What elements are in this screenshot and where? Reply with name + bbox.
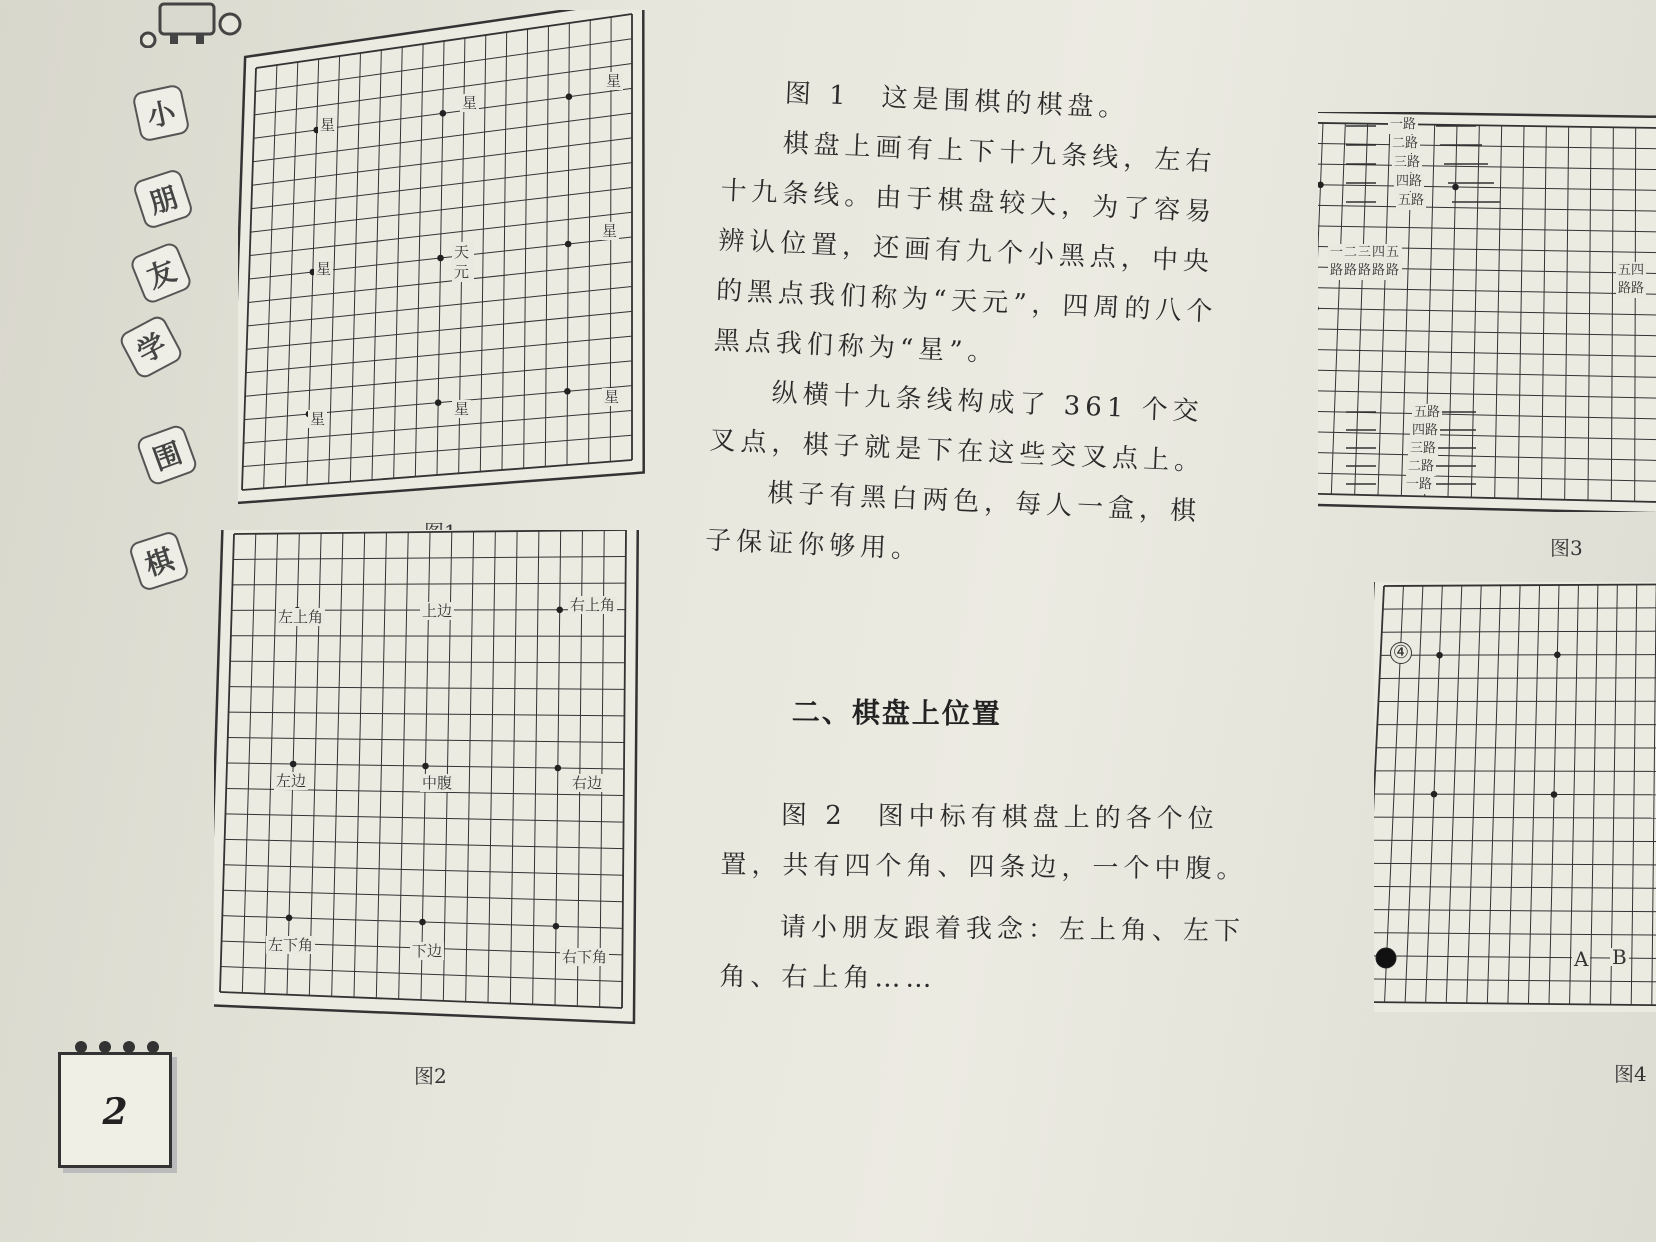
star-point <box>290 761 296 767</box>
position-label-bottom-edge: 下边 <box>412 942 443 960</box>
spine-char: 围 <box>135 423 199 487</box>
road-label: 一路 <box>1406 477 1433 492</box>
road-label: 四路 <box>1396 174 1423 189</box>
figure-caption: 图2 <box>414 1064 447 1088</box>
figure-caption: 图3 <box>1550 536 1583 560</box>
star-point <box>435 400 441 406</box>
grid-line-horizontal <box>1375 771 1656 772</box>
star-point <box>1437 652 1443 658</box>
star-point <box>1431 791 1437 797</box>
figure-caption: 图4 <box>1614 1062 1647 1086</box>
page-number-box <box>58 1052 172 1168</box>
star-point <box>557 607 563 613</box>
star-point <box>420 919 426 925</box>
spine-char: 友 <box>128 240 193 305</box>
position-label-top-right: 右上角 <box>570 596 616 614</box>
star-point-label: 星 <box>604 388 620 406</box>
road-label: 四路 <box>1412 423 1439 438</box>
spine-char: 棋 <box>127 529 190 592</box>
go-board-decoration-icon <box>140 0 250 48</box>
star-point-label: 星 <box>454 400 470 418</box>
road-label: 五路 <box>1414 405 1441 420</box>
star-point <box>440 111 446 117</box>
column-number-label: 一二三四五 <box>1330 245 1401 260</box>
white-stone-numbered: ④ <box>1390 642 1412 664</box>
star-point <box>1453 184 1459 190</box>
binder-rings <box>75 1041 155 1061</box>
star-point <box>286 915 292 921</box>
road-label: 三路 <box>1410 441 1437 456</box>
figure-3 <box>1318 112 1656 560</box>
road-label: 一路 <box>1390 117 1417 132</box>
star-point <box>423 763 429 769</box>
position-label-right-edge: 右边 <box>572 774 603 792</box>
marker-b: B <box>1612 945 1627 969</box>
star-point-label: 星 <box>602 222 618 240</box>
star-point <box>438 255 444 261</box>
go-board-road-lines <box>1318 112 1656 512</box>
right-partial-label: 五四 <box>1618 263 1645 278</box>
position-label-center: 中腹 <box>422 774 453 792</box>
star-point <box>565 389 571 395</box>
star-point-label: 星 <box>310 410 326 428</box>
star-point <box>553 923 559 929</box>
road-label: 二路 <box>1408 459 1435 474</box>
star-point <box>1551 792 1557 798</box>
position-label-bottom-left: 左下角 <box>268 936 314 954</box>
black-stone <box>1376 948 1396 968</box>
figure-1 <box>238 10 678 540</box>
star-point <box>565 241 571 247</box>
star-point-label: 星 <box>316 260 332 278</box>
star-point <box>566 94 572 100</box>
star-point-label: 星 <box>462 94 478 112</box>
star-point-label: 星 <box>320 116 336 134</box>
figure-4 <box>1374 582 1656 1086</box>
paragraph: 纵横十九条线构成了 361 个交叉点，棋子就是下在这些交叉点上。 <box>708 378 1206 478</box>
road-label: 五路 <box>1398 193 1425 208</box>
star-point-label: 星 <box>606 72 622 90</box>
road-label: 二路 <box>1392 136 1419 151</box>
position-label-top-left: 左上角 <box>278 608 324 626</box>
spine-title <box>128 70 198 590</box>
tengen-label: 天元 <box>452 242 474 282</box>
position-label-top-edge: 上边 <box>422 602 453 620</box>
spine-char: 朋 <box>131 167 194 230</box>
section-heading: 二、棋盘上位置 <box>791 695 1002 731</box>
section-1-text <box>704 66 1245 588</box>
star-point <box>1555 652 1561 658</box>
right-partial-road-label: 路路 <box>1618 281 1645 296</box>
star-point <box>1318 182 1323 188</box>
figure-2 <box>214 530 680 1090</box>
page-number: 2 <box>102 1091 128 1133</box>
spine-char: 小 <box>131 83 190 142</box>
paragraph: 图 2 图中标有棋盘上的各个位置，共有四个角、四条边，一个中腹。 <box>720 800 1248 885</box>
position-label-left-edge: 左边 <box>276 772 307 790</box>
section-2 <box>719 690 1262 1007</box>
marker-a: A <box>1574 947 1589 971</box>
paragraph: 棋盘上画有上下十九条线，左右十九条线。由于棋盘较大，为了容易辨认位置，还画有九个小黑点，中央的黑点我们称为“天元”，四周的八个黑点我们称为“星”。 <box>713 128 1218 369</box>
paragraph: 棋子有黑白两色，每人一盒，棋子保证你够用。 <box>704 478 1202 565</box>
spine-char: 学 <box>117 313 185 381</box>
star-point <box>555 765 561 771</box>
road-label: 三路 <box>1394 155 1421 170</box>
paragraph: 图 1 这是围棋的棋盘。 <box>784 78 1130 124</box>
position-label-bottom-right: 右下角 <box>562 948 608 966</box>
column-road-label: 路路路路路 <box>1330 263 1401 278</box>
paragraph: 请小朋友跟着我念：左上角、左下角、右上角…… <box>719 912 1246 994</box>
